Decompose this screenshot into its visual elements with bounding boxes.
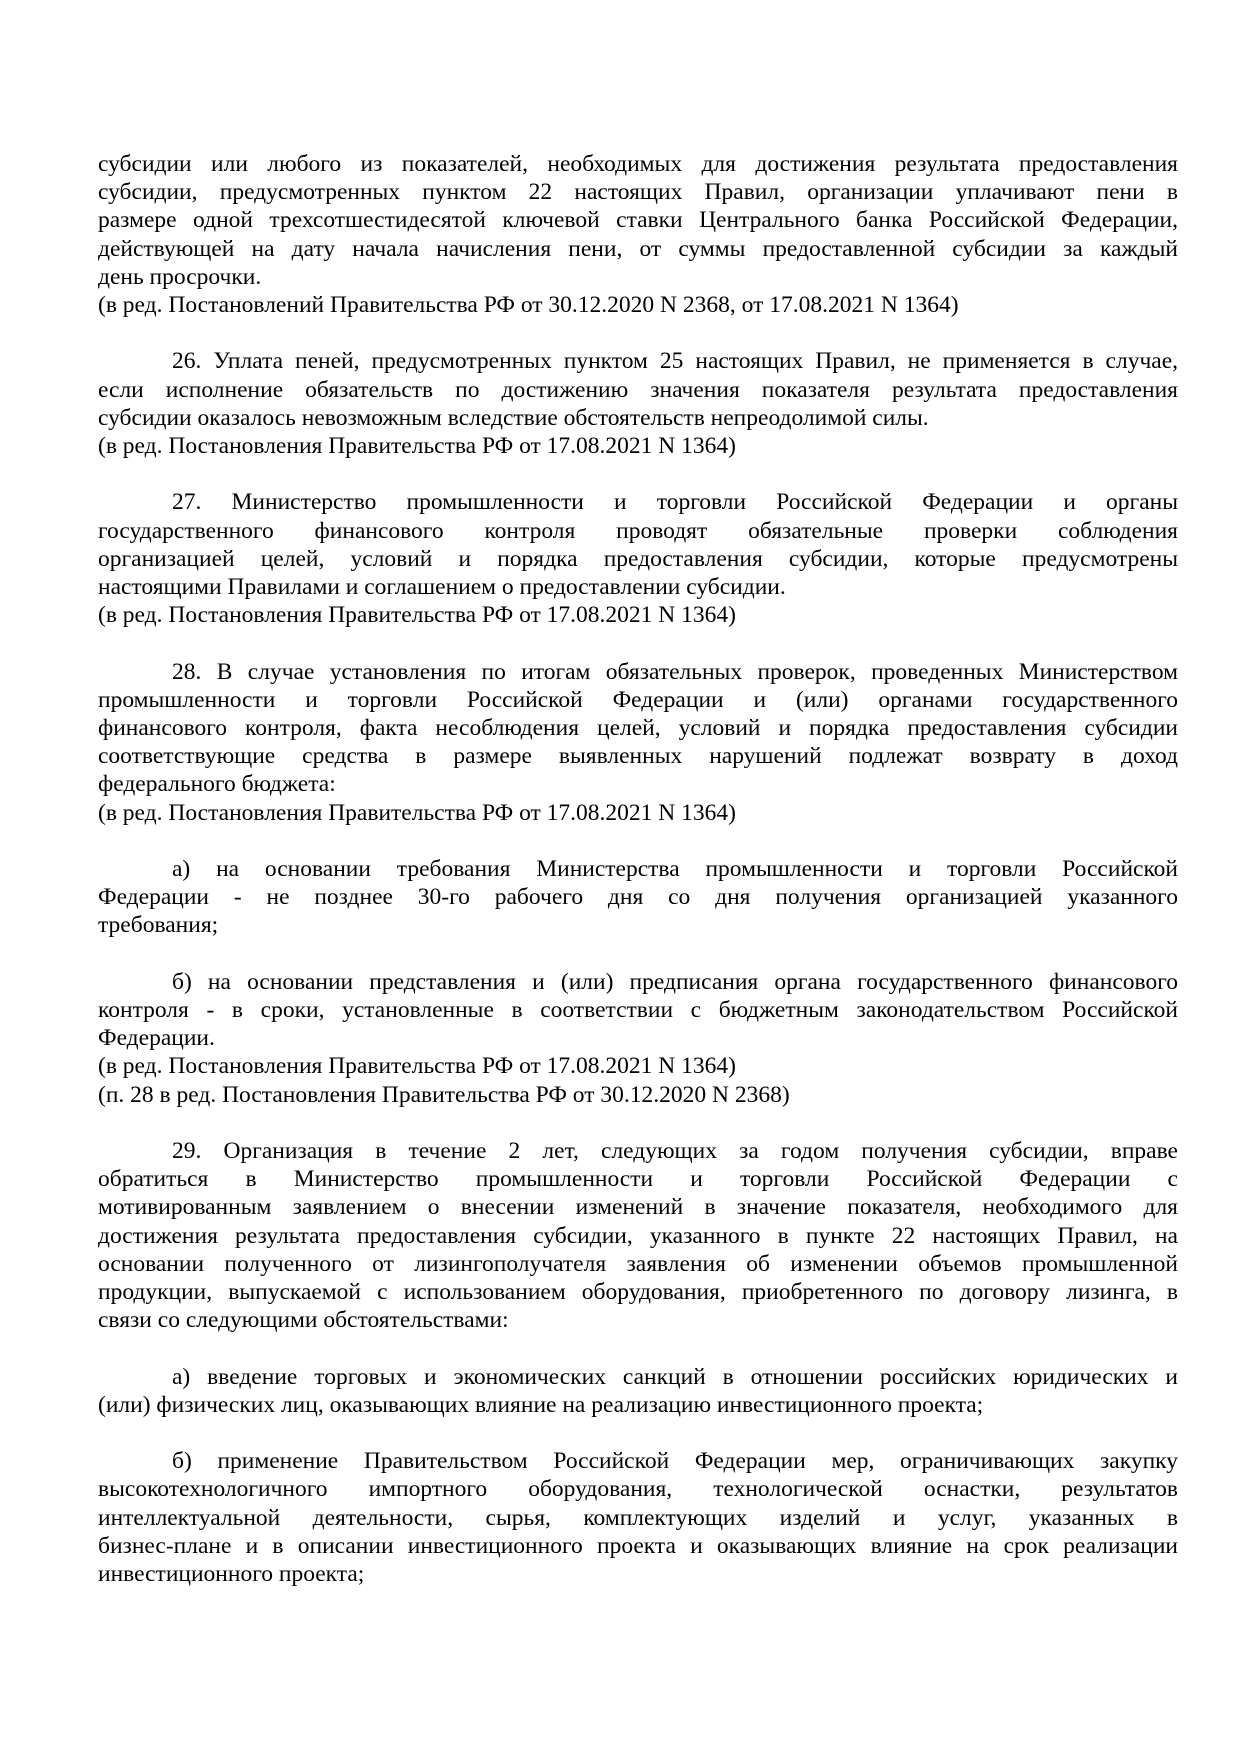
para-28-sub-a	[98, 855, 1178, 940]
para-28	[98, 658, 1178, 799]
text-line: Федерации - не позднее 30-го рабочего дня со дня получения организацией указанного	[98, 884, 1178, 911]
text-line: субсидии, предусмотренных пунктом 22 настоящих Правил, организации уплачивают пени в	[98, 179, 1178, 206]
para-29-sub-b	[98, 1447, 1178, 1588]
text-line: мотивированным заявлением о внесении изменений в значение показателя, необходимого для	[98, 1194, 1178, 1221]
text-line: 27. Министерство промышленности и торговли Российской Федерации и органы	[172, 489, 1178, 516]
text-line: (в ред. Постановлений Правительства РФ от 30.12.2020 N 2368, от 17.08.2021 N 1364)	[98, 292, 959, 319]
text-line: бизнес-плане и в описании инвестиционного проекта и оказывающих влияние на срок реализации	[98, 1532, 1178, 1559]
text-line: (в ред. Постановления Правительства РФ от 17.08.2021 N 1364)	[98, 799, 736, 826]
para-29	[98, 1137, 1178, 1334]
text-line: (в ред. Постановления Правительства РФ от 17.08.2021 N 1364)	[98, 433, 736, 460]
text-line: субсидии или любого из показателей, необходимых для достижения результата предоставления	[98, 151, 1178, 177]
text-line: день просрочки.	[98, 263, 262, 290]
text-line: 26. Уплата пеней, предусмотренных пунктом 25 настоящих Правил, не применяется в случае,	[172, 348, 1178, 375]
text-line: обратиться в Министерство промышленности и торговли Российской Федерации с	[98, 1166, 1178, 1193]
text-line: требования;	[98, 912, 219, 939]
text-line: настоящими Правилами и соглашением о предоставлении субсидии.	[98, 574, 786, 601]
para-28-revision-note	[98, 1081, 1178, 1109]
para-28-sub-b-amendment	[98, 1052, 1178, 1080]
text-line: (или) физических лиц, оказывающих влияние на реализацию инвестиционного проекта;	[98, 1391, 984, 1418]
text-line: а) на основании требования Министерства промышленности и торговли Российской	[172, 856, 1178, 883]
para-25-amendment	[98, 291, 1178, 319]
text-line: государственного финансового контроля проводят обязательные проверки соблюдения	[98, 517, 1178, 544]
text-line: инвестиционного проекта;	[98, 1561, 365, 1588]
text-line: действующей на дату начала начисления пени, от суммы предоставленной субсидии за каждый	[98, 235, 1178, 262]
text-line: промышленности и торговли Российской Федерации и (или) органами государственного	[98, 686, 1178, 713]
document-text	[98, 150, 1178, 1588]
text-line: организацией целей, условий и порядка предоставления субсидии, которые предусмотрены	[98, 545, 1178, 572]
text-line: связи со следующими обстоятельствами:	[98, 1307, 509, 1334]
text-line: 28. В случае установления по итогам обязательных проверок, проведенных Министерством	[172, 658, 1178, 685]
text-line: соответствующие средства в размере выявленных нарушений подлежат возврату в доход	[98, 743, 1178, 770]
text-line: размере одной трехсотшестидесятой ключевой ставки Центрального банка Российской Федерации,	[98, 207, 1178, 234]
text-line: высокотехнологичного импортного оборудования, технологической оснастки, результатов	[98, 1476, 1178, 1503]
para-27-amendment	[98, 601, 1178, 629]
text-line: достижения результата предоставления субсидии, указанного в пункте 22 настоящих Правил, на	[98, 1222, 1178, 1249]
text-line: 29. Организация в течение 2 лет, следующих за годом получения субсидии, вправе	[172, 1138, 1178, 1165]
text-line: б) применение Правительством Российской Федерации мер, ограничивающих закупку	[172, 1448, 1178, 1475]
text-line: интеллектуальной деятельности, сырья, комплектующих изделий и услуг, указанных в	[98, 1504, 1178, 1531]
text-line: контроля - в сроки, установленные в соответствии с бюджетным законодательством Российской	[98, 997, 1178, 1024]
text-line: а) введение торговых и экономических санкций в отношении российских юридических и	[172, 1363, 1178, 1390]
text-line: (п. 28 в ред. Постановления Правительства РФ от 30.12.2020 N 2368)	[98, 1081, 790, 1108]
para-25-continuation	[98, 150, 1178, 291]
text-line: финансового контроля, факта несоблюдения целей, условий и порядка предоставления субсидии	[98, 715, 1178, 742]
text-line: (в ред. Постановления Правительства РФ от 17.08.2021 N 1364)	[98, 1053, 736, 1080]
para-27	[98, 488, 1178, 601]
text-line: федерального бюджета:	[98, 771, 336, 798]
text-line: Федерации.	[98, 1025, 215, 1052]
text-line: субсидии оказалось невозможным вследствие обстоятельств непреодолимой силы.	[98, 404, 929, 431]
text-line: (в ред. Постановления Правительства РФ от 17.08.2021 N 1364)	[98, 602, 736, 629]
text-line: б) на основании представления и (или) предписания органа государственного финансового	[172, 968, 1178, 995]
para-29-sub-a	[98, 1363, 1178, 1419]
text-line: если исполнение обязательств по достижению значения показателя результата предоставления	[98, 376, 1178, 403]
text-line: продукции, выпускаемой с использованием оборудования, приобретенного по договору лизинга, в	[98, 1279, 1178, 1306]
para-26	[98, 347, 1178, 432]
para-26-amendment	[98, 432, 1178, 460]
text-line: основании полученного от лизингополучателя заявления об изменении объемов промышленной	[98, 1250, 1178, 1277]
para-28-amendment	[98, 799, 1178, 827]
para-28-sub-b	[98, 968, 1178, 1053]
